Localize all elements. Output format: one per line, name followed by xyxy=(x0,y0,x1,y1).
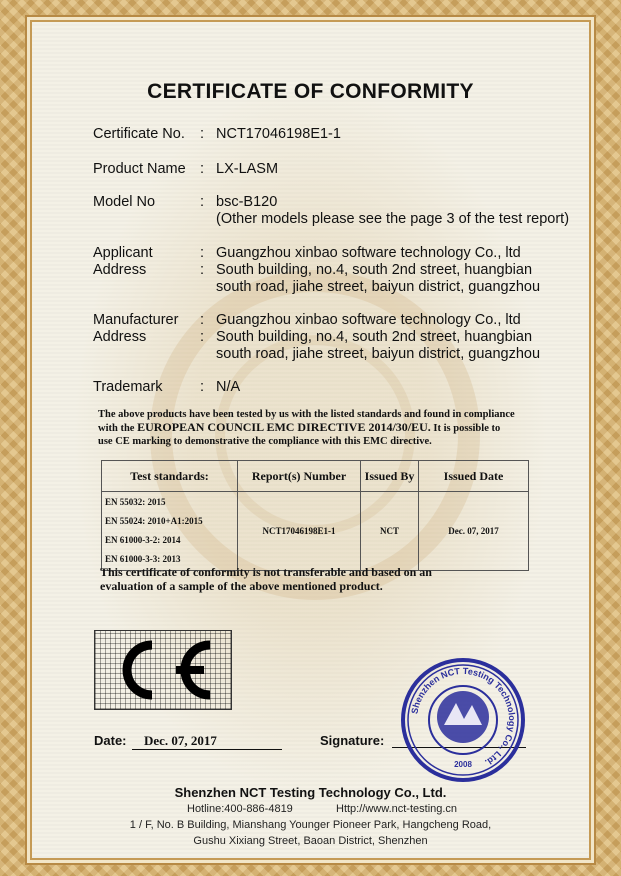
model-number-value: bsc-B120 xyxy=(216,194,278,210)
colon: : xyxy=(200,262,205,278)
directive-name: EUROPEAN COUNCIL EMC DIRECTIVE 2014/30/EU. xyxy=(137,420,431,434)
model-number-note: (Other models please see the page 3 of the test report) xyxy=(216,211,570,227)
table-header-row xyxy=(102,461,529,492)
header-issued-date: Issued Date xyxy=(419,461,529,492)
test-standards-table xyxy=(101,460,529,571)
applicant-value: Guangzhou xinbao software technology Co., ltd xyxy=(216,245,521,261)
colon: : xyxy=(200,312,205,328)
certificate-number-value: NCT17046198E1-1 xyxy=(216,126,341,142)
standard-item: EN 55024: 2010+A1:2015 xyxy=(105,516,203,526)
colon: : xyxy=(200,329,205,345)
table-row xyxy=(102,492,529,571)
statement-line-3: use CE marking to demonstrative the compliance with this EMC directive. xyxy=(98,436,432,447)
ce-mark xyxy=(94,630,232,710)
manufacturer-address-line-1: South building, no.4, south 2nd street, huangbian xyxy=(216,329,533,345)
ce-logo-icon xyxy=(100,639,226,701)
notice-line-2: evaluation of a sample of the above mentioned product. xyxy=(100,579,383,593)
colon: : xyxy=(200,126,205,142)
date-value: Dec. 07, 2017 xyxy=(132,733,282,750)
applicant-address-line-1: South building, no.4, south 2nd street, huangbian xyxy=(216,262,533,278)
standards-cell xyxy=(102,492,238,571)
certificate-number-label: Certificate No. xyxy=(93,126,185,142)
notice-line-1: This certificate of conformity is not transferable and based on an xyxy=(100,565,432,579)
footer-website[interactable]: Http://www.nct-testing.cn xyxy=(336,803,458,815)
footer-company: Shenzhen NCT Testing Technology Co., Ltd. xyxy=(174,785,447,800)
applicant-label: Applicant xyxy=(93,245,153,261)
standard-item: EN 55032: 2015 xyxy=(105,497,166,507)
colon: : xyxy=(200,245,205,261)
statement-line-2-suffix: It is possible to xyxy=(433,423,501,434)
product-name-value: LX-LASM xyxy=(216,161,279,177)
date-label: Date: xyxy=(94,733,127,748)
issued-date-cell: Dec. 07, 2017 xyxy=(419,492,529,571)
standard-item: EN 61000-3-3: 2013 xyxy=(105,554,181,564)
header-report-number: Report(s) Number xyxy=(238,461,361,492)
transfer-notice xyxy=(100,565,500,593)
certificate-title: CERTIFICATE OF CONFORMITY xyxy=(147,80,474,103)
manufacturer-label: Manufacturer xyxy=(93,312,179,328)
seal-text: Shenzhen NCT Testing Technology Co., Ltd. xyxy=(409,665,518,768)
manufacturer-value: Guangzhou xinbao software technology Co., ltd xyxy=(216,312,521,328)
colon: : xyxy=(200,379,205,395)
colon: : xyxy=(200,161,205,177)
footer-address-line-2: Gushu Xixiang Street, Baoan District, Shenzhen xyxy=(193,835,428,847)
header-issued-by: Issued By xyxy=(361,461,419,492)
product-name-label: Product Name xyxy=(93,161,186,177)
applicant-address-line-2: south road, jiahe street, baiyun district, guangzhou xyxy=(216,279,541,295)
trademark-label: Trademark xyxy=(93,379,163,395)
issued-by-cell: NCT xyxy=(361,492,419,571)
header-test-standards: Test standards: xyxy=(102,461,238,492)
compliance-statement xyxy=(98,408,528,448)
manufacturer-address-label: Address xyxy=(93,329,147,345)
seal-stamp-icon xyxy=(398,655,528,785)
footer-address-line-1: 1 / F, No. B Building, Mianshang Younger Pioneer Park, Hangcheng Road, xyxy=(129,819,492,831)
report-number-cell: NCT17046198E1-1 xyxy=(238,492,361,571)
footer-hotline: Hotline:400-886-4819 xyxy=(187,803,293,815)
model-number-label: Model No xyxy=(93,194,156,210)
applicant-address-label: Address xyxy=(93,262,147,278)
statement-line-2 xyxy=(98,421,528,435)
colon: : xyxy=(200,194,205,210)
statement-line-1: The above products have been tested by us with the listed standards and found in compliance xyxy=(98,409,515,420)
statement-line-2-prefix: with the xyxy=(98,423,135,434)
trademark-value: N/A xyxy=(216,379,241,395)
signature-label: Signature: xyxy=(320,733,385,748)
manufacturer-address-line-2: south road, jiahe street, baiyun district, guangzhou xyxy=(216,346,541,362)
company-seal xyxy=(398,655,528,790)
standard-item: EN 61000-3-2: 2014 xyxy=(105,535,181,545)
seal-year: 2008 xyxy=(454,760,472,769)
